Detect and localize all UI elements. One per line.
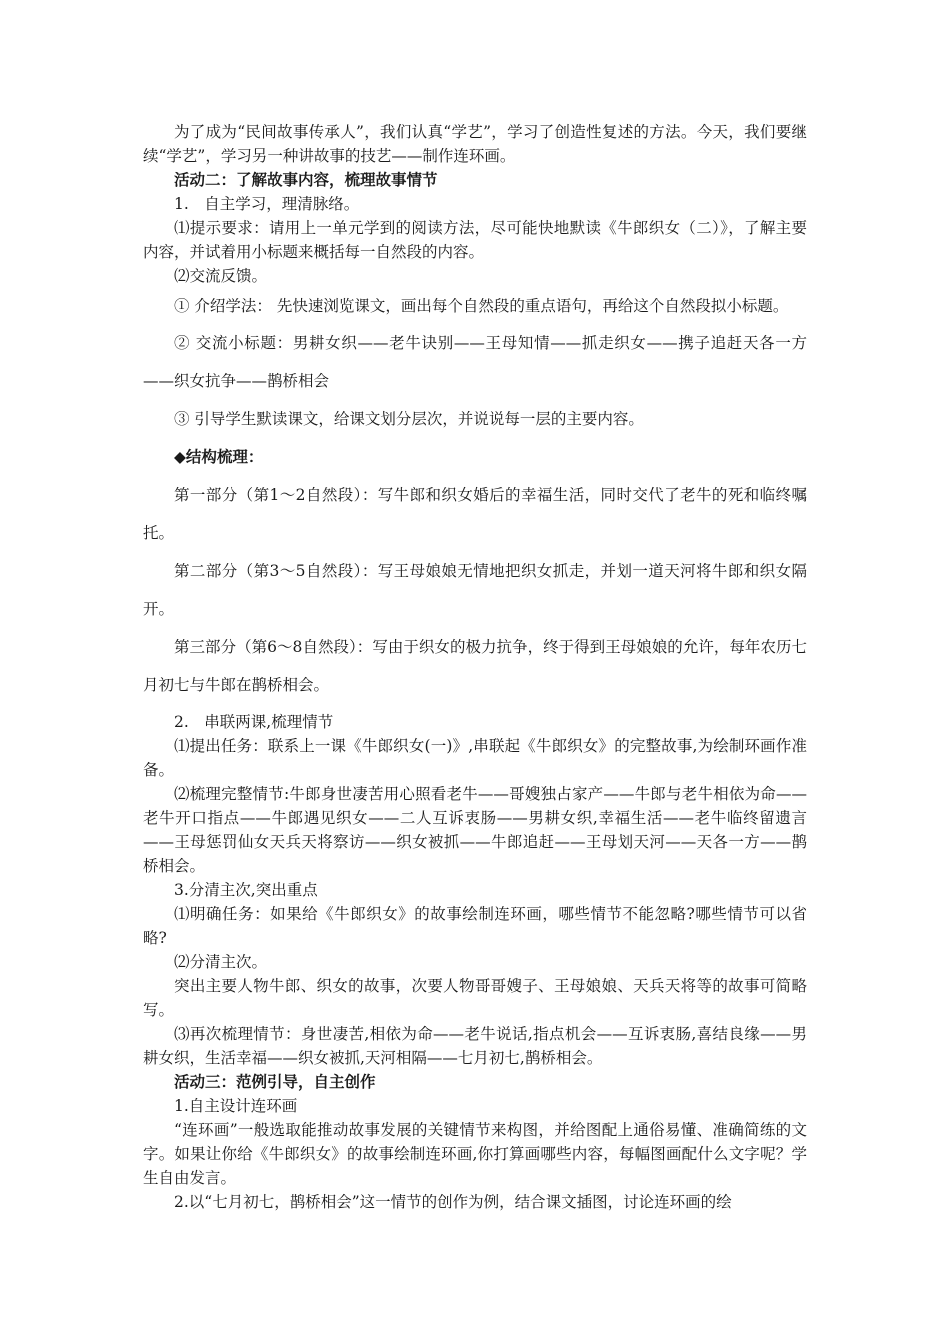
highlight-characters: 突出主要人物牛郎、织女的故事，次要人物哥哥嫂子、王母娘娘、天兵天将等的故事可简略写。: [143, 977, 807, 1019]
example-discussion: 2.以“七月初七，鹊桥相会”这一情节的创作为例，结合课文插图，讨论连环画的绘: [174, 1193, 732, 1211]
reorganize-plot: ⑶再次梳理情节：身世凄苦,相依为命——老牛说话,指点机会——互诉衷肠,喜结良缘——男耕女织，生活幸福——织女被抓,天河相隔——七月初七,鹊桥相会。: [143, 1025, 807, 1067]
feedback-heading: ⑵交流反馈。: [174, 267, 268, 285]
step-2-heading: 2. 串联两课,梳理情节: [174, 713, 334, 731]
clarify-task: ⑴明确任务：如果给《牛郎织女》的故事绘制连环画，哪些情节不能忽略?哪些情节可以省略?: [143, 905, 807, 947]
complete-plot: ⑵梳理完整情节:牛郎身世凄苦用心照看老牛——哥嫂独占家产——牛郎与老牛相依为命——老牛开口指点——牛郎遇见织女——二人互诉衷肠——男耕女织,幸福生活——老牛临终留遗言——王母惩罚仙女天兵天将察访——织女被抓——牛郎追赶——王母划天河——天各一方——鹊桥相会。: [143, 785, 807, 875]
activity-two-heading: 活动二：了解故事内容，梳理故事情节: [174, 170, 438, 189]
subtitle-exchange: ② 交流小标题：男耕女织——老牛诀别——王母知情——抓走织女——携子追赶天各一方——织女抗争——鹊桥相会: [143, 334, 807, 390]
guide-reading: ③ 引导学生默读课文，给课文划分层次，并说说每一层的主要内容。: [174, 410, 644, 428]
distinguish-priority: ⑵分清主次。: [174, 953, 268, 971]
step-3-heading: 3.分清主次,突出重点: [174, 881, 318, 899]
document-body: [143, 120, 807, 1214]
comic-description: “连环画”一般选取能推动故事发展的关键情节来构图，并给图配上通俗易懂、准确简练的文字。如果让你给《牛郎织女》的故事绘制连环画,你打算画哪些内容，每幅图画配什么文字呢？学生自由发言。: [143, 1121, 807, 1187]
step-1-heading: 1. 自主学习，理清脉络。: [174, 195, 360, 213]
part-one: 第一部分（第1～2自然段）：写牛郎和织女婚后的幸福生活，同时交代了老牛的死和临终嘱托。: [143, 486, 807, 542]
part-two: 第二部分（第3～5自然段）：写王母娘娘无情地把织女抓走，并划一道天河将牛郎和织女隔开。: [143, 562, 807, 618]
intro-paragraph: 为了成为“民间故事传承人”，我们认真“学艺”，学习了创造性复述的方法。今天，我们要继续“学艺”，学习另一种讲故事的技艺——制作连环画。: [143, 123, 807, 165]
prompt-requirement: ⑴提示要求：请用上一单元学到的阅读方法，尽可能快地默读《牛郎织女（二）》，了解主要内容，并试着用小标题来概括每一自然段的内容。: [143, 219, 807, 261]
task-proposal: ⑴提出任务：联系上一课《牛郎织女(一)》,串联起《牛郎织女》的完整故事,为绘制环画作准备。: [143, 737, 807, 779]
method-intro: ① 介绍学法： 先快速浏览课文，画出每个自然段的重点语句，再给这个自然段拟小标题。: [174, 297, 789, 315]
structure-heading: ◆结构梳理：: [174, 447, 264, 466]
self-design-heading: 1.自主设计连环画: [174, 1097, 298, 1115]
activity-three-heading: 活动三：范例引导，自主创作: [174, 1072, 376, 1091]
part-three: 第三部分（第6～8自然段）：写由于织女的极力抗争，终于得到王母娘娘的允许，每年农历七月初七与牛郎在鹊桥相会。: [143, 638, 807, 694]
